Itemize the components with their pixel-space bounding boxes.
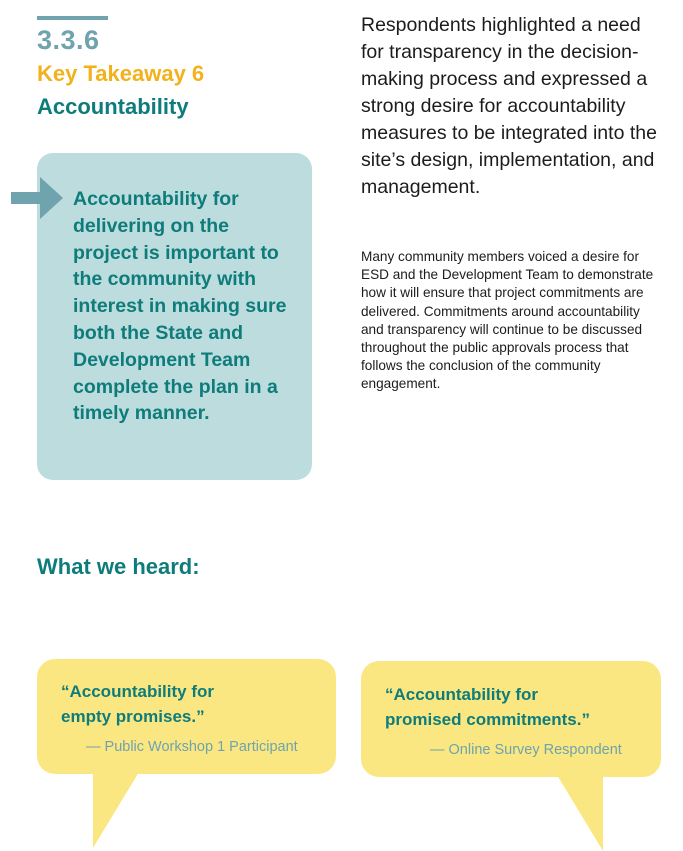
intro-lead: Respondents highlighted a need for transparency in the decision-making process and expressed a strong desire for accountability measures to be integrated into the site’s design, implementation, and management. <box>361 14 657 198</box>
intro-body: Many community members voiced a desire for ESD and the Development Team to demonstrate how it will ensure that project commitments are delivered. Commitments around accountability and transparency will continue to be discussed throughout the public approvals process that follows the conclusion of the community engagement. <box>361 249 654 392</box>
quote-attribution: — Online Survey Respondent <box>430 742 622 758</box>
quote-bubble-tail <box>93 772 139 848</box>
what-we-heard-heading: What we heard: <box>37 554 200 579</box>
takeaway-label: Key Takeaway 6 <box>37 61 205 86</box>
section-rule <box>37 16 108 20</box>
quote-text: “Accountability for empty promises.” <box>61 682 215 726</box>
section-number: 3.3.6 <box>37 25 100 55</box>
section-title: Accountability <box>37 94 189 119</box>
arrow-right-icon <box>11 177 63 219</box>
quote-attribution: — Public Workshop 1 Participant <box>86 739 298 755</box>
quote-text: “Accountability for promised commitments.” <box>385 685 590 729</box>
callout-text: Accountability for delivering on the project is important to the community with interest in making sure both the State and Development Team complete the plan in a timely manner. <box>73 188 287 425</box>
quote-bubble-tail <box>557 775 603 851</box>
